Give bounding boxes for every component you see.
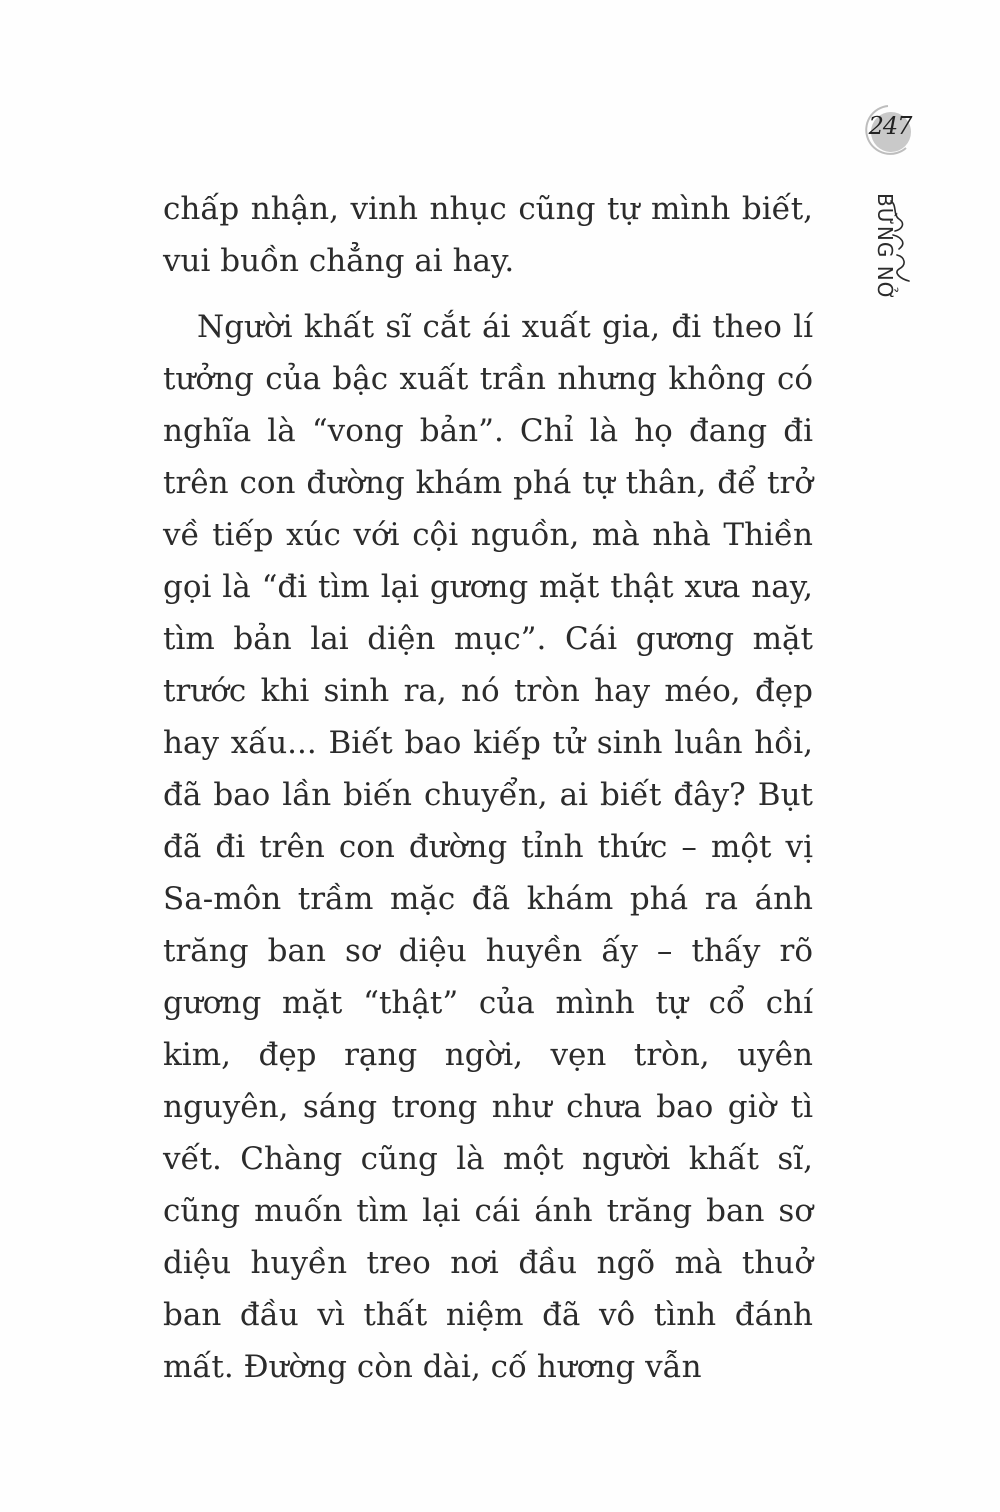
running-header — [850, 185, 930, 301]
body-text — [163, 183, 813, 1393]
paragraph: chấp nhận, vinh nhục cũng tự mình biết, vui buồn chẳng ai hay. — [163, 191, 813, 279]
page-number-badge — [862, 100, 918, 160]
paragraph: Người khất sĩ cắt ái xuất gia, đi theo lí tưởng của bậc xuất trần nhưng không có nghĩa là “vong bản”. Chỉ là họ đang đi trên con đường khám phá tự thân, để trở về tiếp xúc với cội nguồn, mà nhà Thiền gọi là “đi tìm lại gương mặt thật xưa nay, tìm bản lai diện mục”. Cái gương mặt trước khi sinh ra, nó tròn hay méo, đẹp hay xấu... Biết bao kiếp tử sinh luân hồi, đã bao lần biến chuyển, ai biết đây? Bụt đã đi trên con đường tỉnh thức – một vị Sa-môn trầm mặc đã khám phá ra ánh trăng ban sơ diệu huyền ấy – thấy rõ gương mặt “thật” của mình tự cổ chí kim, đẹp rạng ngời, vẹn tròn, uyên nguyên, sáng trong như chưa bao giờ tì vết. Chàng cũng là một người khất sĩ, cũng muốn tìm lại cái ánh trăng ban sơ diệu huyền treo nơi đầu ngõ mà thuở ban đầu vì thất niệm đã vô tình đánh mất. Đường còn dài, cố hương vẫn — [163, 309, 813, 1385]
author-signature-icon — [883, 195, 917, 285]
page-number: 247 — [868, 112, 912, 140]
book-title: BỪNG NỞ — [873, 193, 897, 301]
